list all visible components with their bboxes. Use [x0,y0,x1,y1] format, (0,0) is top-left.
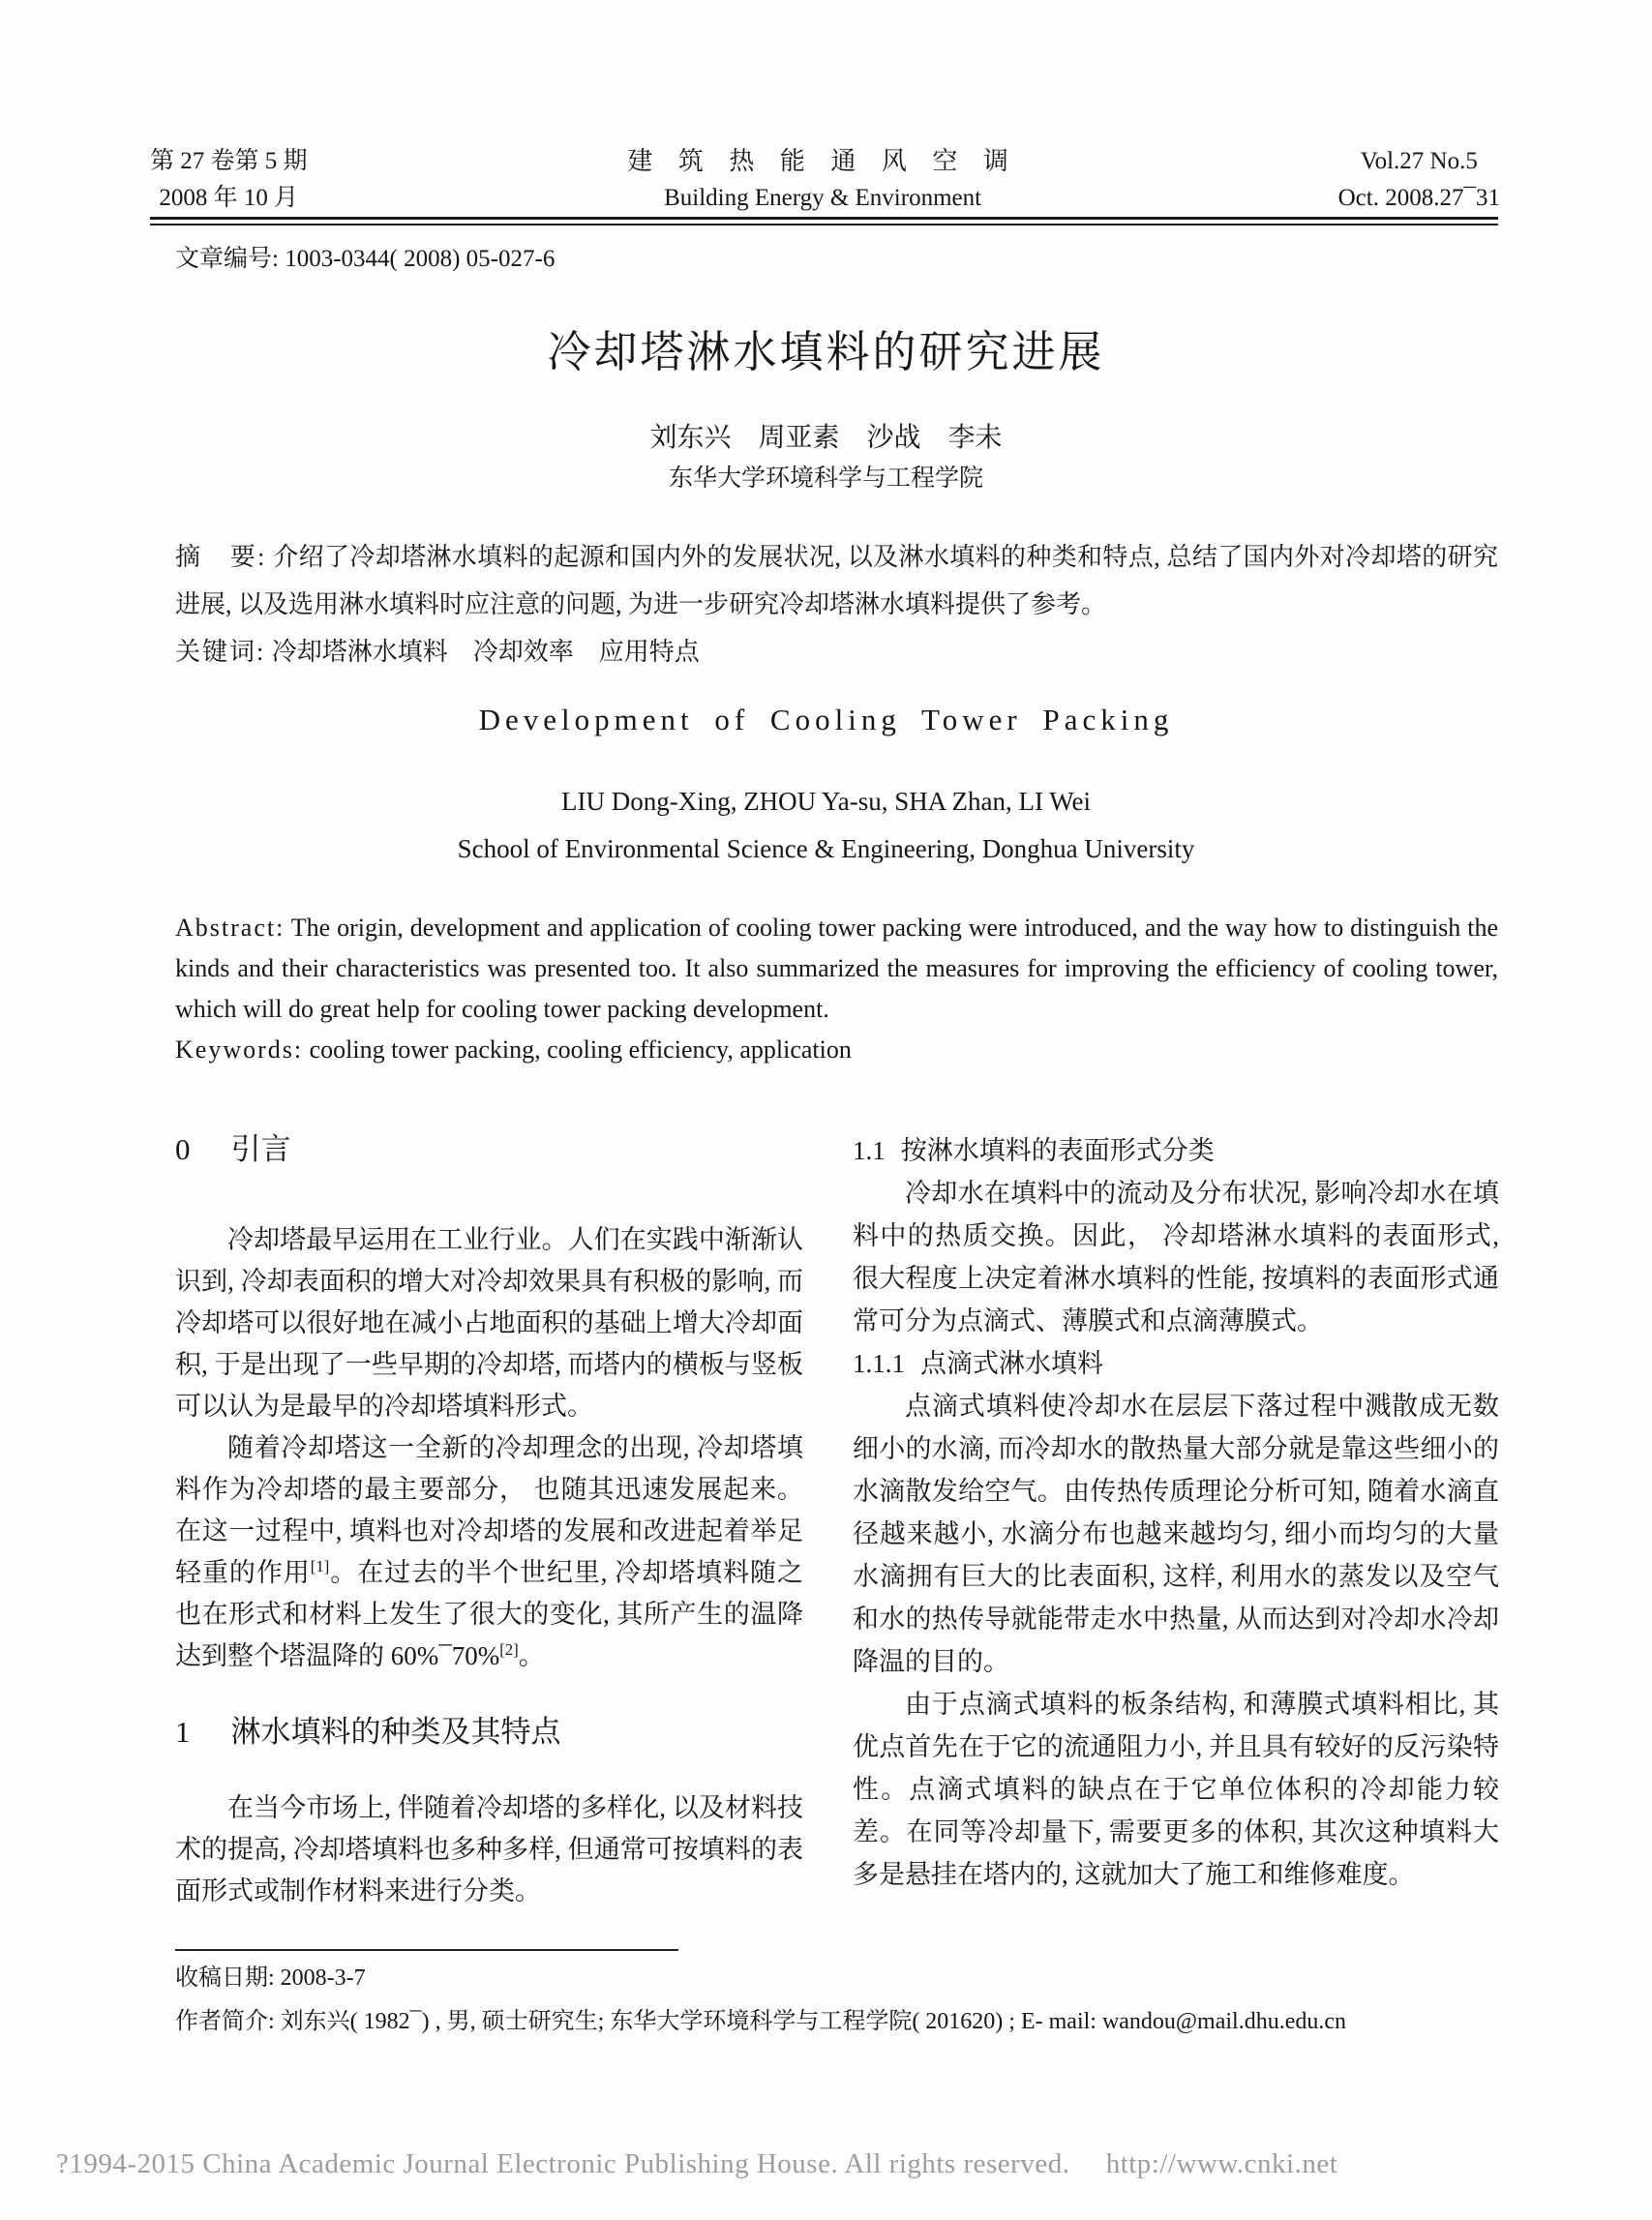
authors-en: LIU Dong-Xing, ZHOU Ya-su, SHA Zhan, LI Wei [560,787,1092,816]
footnote-author-bio: 作者简介: 刘东兴( 1982¯) , 男, 硕士研究生; 东华大学环境科学与工程学院( 201620) ; E- mail: wandou@mail.dhu.edu.cn [175,2009,1346,2034]
body-column-left [175,1129,803,1912]
authors-cn: 刘东兴 周亚素 沙战 李未 [649,423,1003,453]
journal-title-cn: 建 筑 热 能 通 风 空 调 [627,147,1018,175]
abstract-en-label: Abstract: [175,914,285,942]
section-1-1-title: 按淋水填料的表面形式分类 [900,1136,1215,1165]
cnki-copyright-footer: ?1994-2015 China Academic Journal Electronic Publishing House. All rights reserved. http://www.cnki.net [56,2148,1338,2179]
section-1-1-heading [853,1129,1499,1172]
section-0-heading [175,1133,803,1166]
footnote [175,1949,1498,2044]
section-1-1-1-heading [853,1342,1499,1385]
section-1-1-number: 1.1 [853,1136,886,1165]
footnote-received-date: 收稿日期: 2008-3-7 [175,1965,366,1991]
keywords-en-label: Keywords: [175,1035,304,1064]
header-vol-block [1338,143,1500,217]
header-date-pages: Oct. 2008.27¯31 [1337,185,1500,211]
section-1-1-paragraph-1: 冷却水在填料中的流动及分布状况, 影响冷却水在填料中的热质交换。因此， 冷却塔淋水填料的表面形式, 很大程度上决定着淋水填料的性能, 按填料的表面形式通常可分为点滴式、薄膜式和点滴薄膜式。 [853,1179,1499,1335]
section-0-title: 引言 [230,1132,291,1166]
footnote-rule [175,1949,678,1951]
header-volume-issue: 第 27 卷第 5 期 [150,148,308,174]
section-1-1-1-title: 点滴式淋水填料 [920,1349,1103,1378]
abstract-cn-body: 介绍了冷却塔淋水填料的起源和国内外的发展状况, 以及淋水填料的种类和特点, 总结了国内外对冷却塔的研究进展, 以及选用淋水填料时应注意的问题, 为进一步研究冷却塔淋水填料提供了参考。 [175,543,1498,618]
section-1-number: 1 [175,1715,191,1749]
keywords-en [175,1030,1498,1070]
affiliation-en: School of Environmental Science & Engineering, Donghua University [457,834,1195,863]
section-0-paragraph-2: 随着冷却塔这一全新的冷却理念的出现, 冷却塔填料作为冷却塔的最主要部分， 也随其迅速发展起来。在这一过程中, 填料也对冷却塔的发展和改进起着举足轻重的作用[1]。在过去的半个世纪里, 冷却塔填料随之也在形式和材料上发生了很大的变化, 其所产生的温降达到整个塔温降的 60%¯70%[2]。 [175,1433,804,1670]
section-1-1-1-paragraph-1: 点滴式填料使冷却水在层层下落过程中溅散成无数细小的水滴, 而冷却水的散热量大部分就是靠这些细小的水滴散发给空气。由传热传质理论分析可知, 随着水滴直径越来越小, 水滴分布也越来越均匀, 细小而均匀的大量水滴拥有巨大的比表面积, 这样, 利用水的蒸发以及空气和水的热传导就能带走水中热量, 从而达到对冷却水冷却降温的目的。 [853,1392,1499,1676]
keywords-en-body: cooling tower packing, cooling efficiency, application [303,1035,852,1064]
abstract-cn [175,533,1498,675]
body-column-right [853,1129,1499,1896]
abstract-cn-label: 摘 要: [175,543,267,571]
abstract-en-body: The origin, development and application of cooling tower packing were introduced, and the way how to distinguish the kinds and their characteristics was presented too. It also summarized the measures for improving the efficiency of cooling tower, which will do great help for cooling tower packing development. [175,914,1498,1023]
keywords-cn-label: 关键词: [175,638,266,666]
header-issue-block [150,143,308,217]
section-1-1-1-paragraph-2: 由于点滴式填料的板条结构, 和薄膜式填料相比, 其优点首先在于它的流通阻力小, 并且具有较好的反污染特性。点滴式填料的缺点在于它单位体积的冷却能力较差。在同等冷却量下, 需要更多的体积, 其次这种填料大多是悬挂在塔内的, 这就加大了施工和维修难度。 [853,1690,1499,1889]
section-1-paragraph-1: 在当今市场上, 伴随着冷却塔的多样化, 以及材料技术的提高, 冷却塔填料也多种多样, 但通常可按填料的表面形式或制作材料来进行分类。 [175,1793,803,1905]
abstract-en [175,908,1498,1070]
section-0-paragraph-1: 冷却塔最早运用在工业行业。人们在实践中渐渐认识到, 冷却表面积的增大对冷却效果具有积极的影响, 而冷却塔可以很好地在减小占地面积的基础上增大冷却面积, 于是出现了一些早期的冷却塔, 而塔内的横板与竖板可以认为是最早的冷却塔填料形式。 [175,1225,803,1421]
keywords-cn-body: 冷却塔淋水填料 冷却效率 应用特点 [265,638,700,666]
section-1-1-1-number: 1.1.1 [853,1349,905,1378]
affiliation-cn: 东华大学环境科学与工程学院 [668,465,983,492]
section-1-title: 淋水填料的种类及其特点 [230,1715,561,1749]
header-vol-no: Vol.27 No.5 [1360,148,1478,174]
article-title-cn: 冷却塔淋水填料的研究进展 [547,328,1105,376]
header-divider [150,217,1498,225]
section-1-heading [175,1716,803,1749]
section-0-number: 0 [175,1132,191,1166]
header-journal-block [627,143,1018,217]
journal-title-en: Building Energy & Environment [664,185,982,211]
abstract-cn-text [175,533,1498,628]
abstract-en-text [175,908,1498,1030]
article-title-en: Development of Cooling Tower Packing [478,703,1174,736]
article-number: 文章编号: 1003-0344( 2008) 05-027-6 [175,246,556,272]
keywords-cn [175,628,1498,675]
running-head [150,143,1500,217]
header-date-cn: 2008 年 10 月 [159,185,299,211]
